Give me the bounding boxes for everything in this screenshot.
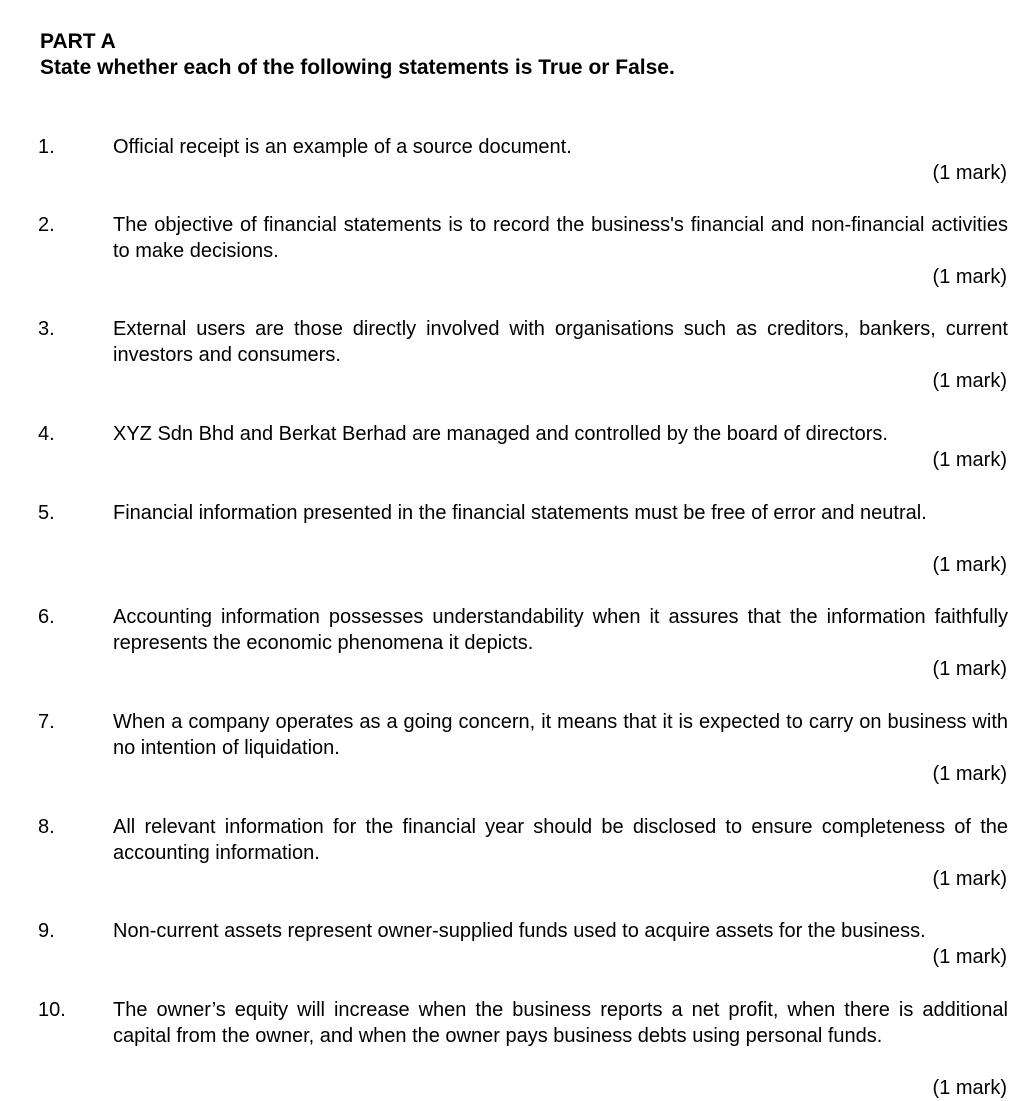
instruction-text: State whether each of the following statements is True or False. [40,56,675,79]
question-number: 7. [38,711,55,733]
mark-label: (1 mark) [932,1077,1007,1099]
question-text: All relevant information for the financial year should be disclosed to ensure completeness of the accounting information. [113,816,1008,864]
question-text: Accounting information possesses understandability when it assures that the information faithfully represents the economic phenomena it depicts. [113,606,1008,654]
question-number: 2. [38,214,55,236]
mark-label: (1 mark) [932,763,1007,785]
question-text: XYZ Sdn Bhd and Berkat Berhad are managed and controlled by the board of directors. [113,423,888,445]
question-text: Official receipt is an example of a source document. [113,136,572,158]
question-text: External users are those directly involved with organisations such as creditors, bankers, current investors and consumers. [113,318,1008,366]
question-number: 4. [38,423,55,445]
question-text: The objective of financial statements is to record the business's financial and non-financial activities to make decisions. [113,214,1008,262]
mark-label: (1 mark) [932,868,1007,890]
mark-label: (1 mark) [932,449,1007,471]
question-text: Non-current assets represent owner-supplied funds used to acquire assets for the business. [113,920,926,942]
mark-label: (1 mark) [932,658,1007,680]
mark-label: (1 mark) [932,266,1007,288]
mark-label: (1 mark) [932,370,1007,392]
question-text: When a company operates as a going concern, it means that it is expected to carry on business with no intention of liquidation. [113,711,1008,759]
question-number: 3. [38,318,55,340]
question-number: 6. [38,606,55,628]
mark-label: (1 mark) [932,554,1007,576]
mark-label: (1 mark) [932,946,1007,968]
question-number: 9. [38,920,55,942]
question-number: 5. [38,502,55,524]
question-text: Financial information presented in the financial statements must be free of error and neutral. [113,502,927,524]
part-title: PART A [40,30,116,53]
question-number: 1. [38,136,55,158]
mark-label: (1 mark) [932,162,1007,184]
question-text: The owner’s equity will increase when the business reports a net profit, when there is additional capital from the owner, and when the owner pays business debts using personal funds. [113,999,1008,1047]
question-number: 10. [38,999,66,1021]
question-number: 8. [38,816,55,838]
